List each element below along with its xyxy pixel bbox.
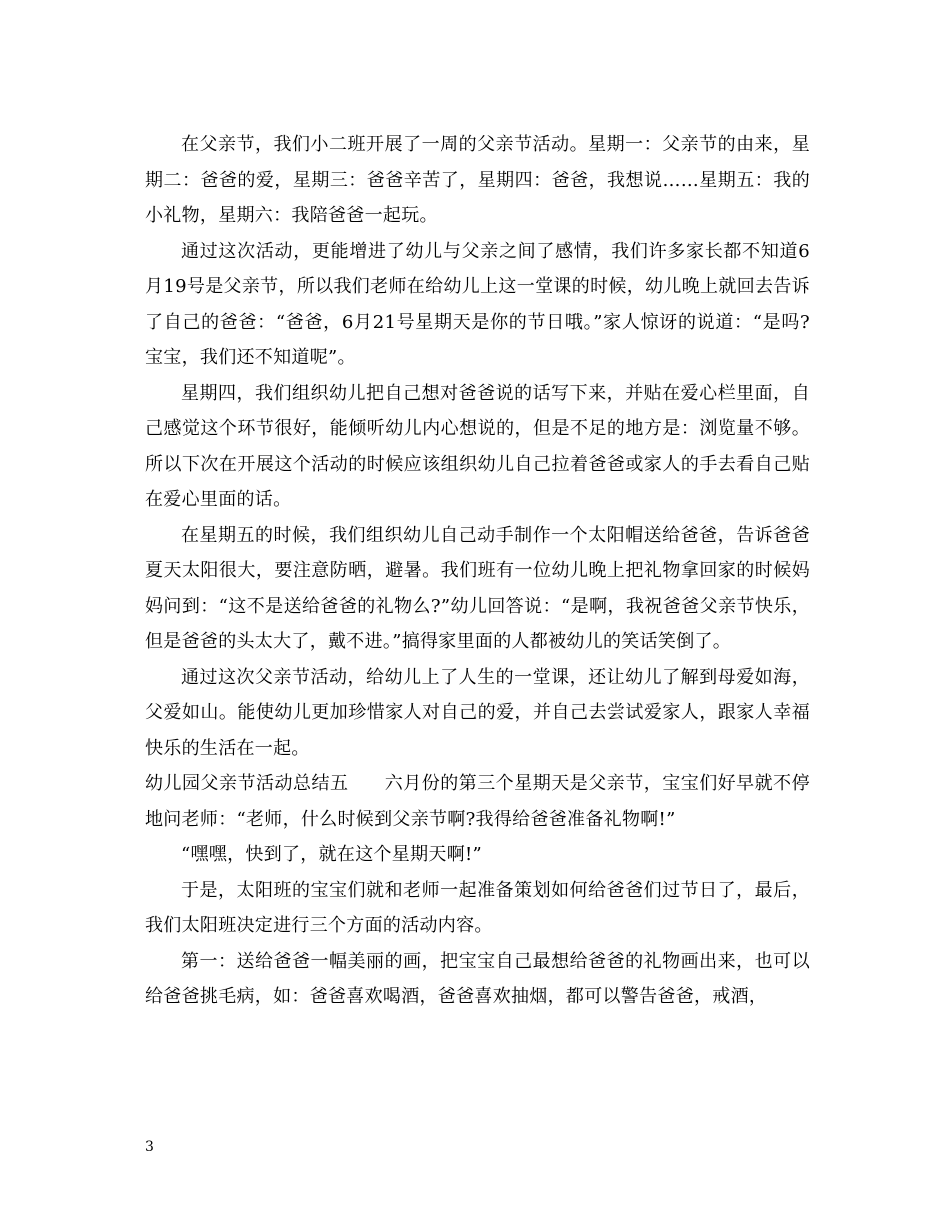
paragraph-4: 在星期五的时候，我们组织幼儿自己动手制作一个太阳帽送给爸爸，告诉爸爸夏天太阳很大，要注意防晒，避暑。我们班有一位幼儿晚上把礼物拿回家的时候妈妈问到：“这不是送给爸爸的礼物么?”幼儿回答说：“是啊，我祝爸爸父亲节快乐，但是爸爸的头太大了，戴不进。”搞得家里面的人都被幼儿的笑话笑倒了。 xyxy=(145,524,810,652)
paragraph-2: 通过这次活动，更能增进了幼儿与父亲之间了感情，我们许多家长都不知道6月19号是父亲节，所以我们老师在给幼儿上这一堂课的时候，幼儿晚上就回去告诉了自己的爸爸：“爸爸，6月21号星期天是你的节日哦。”家人惊讶的说道：“是吗?宝宝，我们还不知道呢”。 xyxy=(145,240,810,368)
section-title: 幼儿园父亲节活动总结五 xyxy=(145,773,349,794)
paragraph-3: 星期四，我们组织幼儿把自己想对爸爸说的话写下来，并贴在爱心栏里面，自己感觉这个环节很好，能倾听幼儿内心想说的，但是不足的地方是：浏览量不够。所以下次在开展这个活动的时候应该组织幼儿自己拉着爸爸或家人的手去看自己贴在爱心里面的话。 xyxy=(145,382,810,510)
paragraph-1: 在父亲节，我们小二班开展了一周的父亲节活动。星期一：父亲节的由来，星期二：爸爸的爱，星期三：爸爸辛苦了，星期四：爸爸，我想说……星期五：我的小礼物，星期六：我陪爸爸一起玩。 xyxy=(145,134,810,226)
document-body xyxy=(145,127,810,1015)
paragraph-9: 第一：送给爸爸一幅美丽的画，把宝宝自己最想给爸爸的礼物画出来，也可以给爸爸挑毛病，如：爸爸喜欢喝酒，爸爸喜欢抽烟，都可以警告爸爸，戒酒， xyxy=(145,950,810,1007)
section-heading-paragraph xyxy=(145,766,810,837)
paragraph-5: 通过这次父亲节活动，给幼儿上了人生的一堂课，还让幼儿了解到母爱如海，父爱如山。能使幼儿更加珍惜家人对自己的爱，并自己去尝试爱家人，跟家人幸福快乐的生活在一起。 xyxy=(145,666,810,759)
section-first-paragraph: 六月份的第三个星期天是父亲节，宝宝们好早就不停地问老师：“老师，什么时候到父亲节啊?我得给爸爸准备礼物啊!” xyxy=(145,773,810,830)
page-number: 3 xyxy=(145,1139,154,1155)
paragraph-7: “嘿嘿，快到了，就在这个星期天啊!” xyxy=(181,844,483,865)
paragraph-8: 于是，太阳班的宝宝们就和老师一起准备策划如何给爸爸们过节日了，最后，我们太阳班决定进行三个方面的活动内容。 xyxy=(145,879,810,936)
